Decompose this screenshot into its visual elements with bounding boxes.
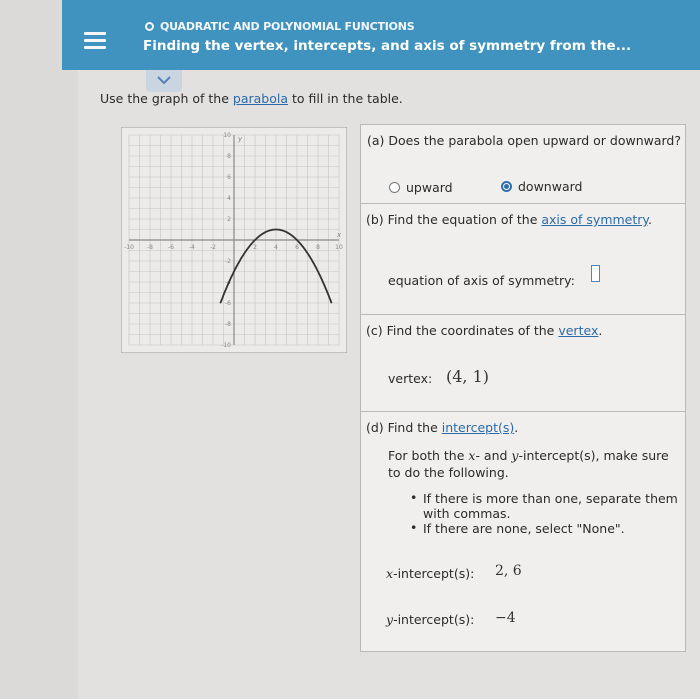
y-tick-label: 6 (227, 174, 231, 181)
radio-downward-label: downward (518, 179, 583, 194)
x-intercept-label (386, 566, 474, 581)
instr-2: - and (475, 448, 512, 463)
vertex-label: vertex: (388, 371, 433, 386)
instr-3: -intercept(s), make sure (518, 448, 669, 463)
y-tick-label: 2 (227, 216, 231, 223)
instr-1: For both the (388, 448, 469, 463)
x-label-rest: -intercept(s): (393, 566, 475, 581)
bullet-2: If there are none, select "None". (423, 521, 625, 536)
intercept-instruction-line1 (388, 448, 669, 463)
chevron-down-icon (157, 76, 171, 85)
instr-y-var: y (511, 448, 519, 463)
y-axis-label: y (238, 135, 243, 143)
part-d-after: . (514, 420, 519, 435)
y-tick-label: 4 (227, 195, 231, 202)
bullet-dot-2: • (410, 520, 418, 535)
part-c-question (366, 323, 602, 338)
x-tick-label: 6 (295, 244, 299, 251)
parabola-link[interactable]: parabola (232, 91, 288, 106)
y-tick-label: -10 (221, 342, 231, 349)
part-b-after: . (648, 212, 653, 227)
part-b-question (366, 212, 652, 227)
y-tick-label: -2 (225, 258, 231, 265)
x-tick-label: 8 (316, 244, 320, 251)
radio-upward-label: upward (406, 180, 453, 195)
parabola-graph (121, 127, 347, 353)
topic-heading (145, 20, 415, 33)
bullet-1-line1: If there is more than one, separate them (423, 491, 678, 506)
x-tick-label: 10 (335, 244, 343, 251)
x-tick-label: -4 (189, 244, 195, 251)
instruction-before: Use the graph of the (100, 91, 233, 106)
instruction-after: to fill in the table. (288, 91, 403, 106)
x-tick-label: -10 (124, 244, 134, 251)
y-intercept-value[interactable]: −4 (495, 610, 516, 626)
vertex-link[interactable]: vertex (558, 323, 599, 338)
x-tick-label: 2 (253, 244, 257, 251)
part-b-before: (b) Find the equation of the (366, 212, 542, 227)
y-label-rest: -intercept(s): (393, 612, 475, 627)
part-d-before: (d) Find the (366, 420, 442, 435)
x-intercept-value[interactable]: 2, 6 (495, 563, 522, 579)
header-bar (62, 0, 700, 70)
radio-upward[interactable] (389, 182, 400, 193)
y-tick-label: 10 (223, 132, 231, 139)
x-tick-label: -2 (210, 244, 216, 251)
menu-icon[interactable] (84, 32, 106, 50)
y-tick-label: -4 (225, 279, 231, 286)
part-c-after: . (598, 323, 603, 338)
axis-answer-label: equation of axis of symmetry: (388, 273, 575, 288)
part-a-question: (a) Does the parabola open upward or downward? (367, 133, 682, 148)
instr-x-var: x (468, 448, 476, 463)
y-tick-label: -6 (225, 300, 231, 307)
bullet-dot-1: • (410, 490, 418, 505)
bullet-1-line2: with commas. (423, 506, 511, 521)
page-title: Finding the vertex, intercepts, and axis of symmetry from the... (143, 38, 632, 54)
x-tick-label: -8 (147, 244, 153, 251)
y-tick-label: 8 (227, 153, 231, 160)
axis-of-symmetry-link[interactable]: axis of symmetry (541, 212, 649, 227)
x-tick-label: 4 (274, 244, 278, 251)
x-var: x (386, 566, 394, 581)
topic-label: QUADRATIC AND POLYNOMIAL FUNCTIONS (160, 20, 415, 33)
divider (360, 411, 686, 412)
topic-circle-icon (145, 22, 154, 31)
radio-downward[interactable] (501, 181, 512, 192)
instruction-text (100, 91, 403, 106)
x-axis-label: x (337, 231, 342, 239)
intercept-instruction-line2: to do the following. (388, 465, 509, 480)
divider (360, 203, 686, 204)
collapse-button[interactable] (146, 70, 182, 92)
divider (360, 314, 686, 315)
part-d-question (366, 420, 518, 435)
axis-answer-input[interactable] (591, 265, 600, 282)
y-var: y (386, 612, 394, 627)
part-c-before: (c) Find the coordinates of the (366, 323, 559, 338)
y-tick-label: -8 (225, 321, 231, 328)
intercepts-link[interactable]: intercept(s) (441, 420, 515, 435)
y-intercept-label (386, 612, 474, 627)
vertex-value[interactable]: (4, 1) (446, 367, 490, 386)
x-tick-label: -6 (168, 244, 174, 251)
